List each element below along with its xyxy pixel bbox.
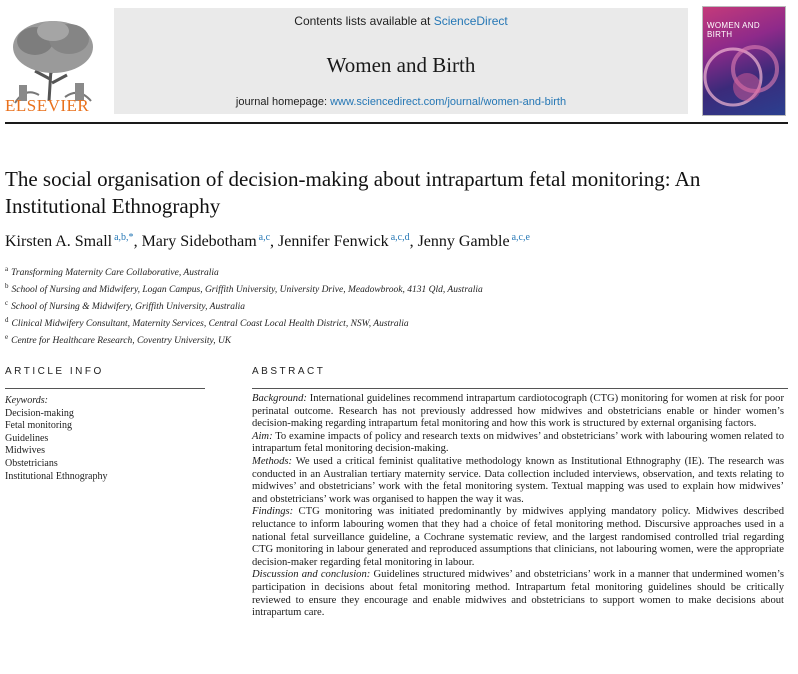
keyword[interactable]: Obstetricians — [5, 457, 58, 469]
affiliation-list — [5, 263, 795, 348]
affiliation: $^e$ Centre for Healthcare Research, Coventry University, UK — [5, 333, 232, 346]
author[interactable]: Kirsten A. Small $^{a,b,*}$, — [5, 232, 142, 250]
abstract-rule — [252, 388, 788, 389]
sciencedirect-link[interactable]: ScienceDirect — [433, 14, 508, 28]
journal-name: Women and Birth — [326, 53, 476, 77]
author[interactable]: Jenny Gamble $^{a,c,e}$ — [417, 232, 530, 250]
keywords-label: Keywords: — [5, 395, 48, 406]
author[interactable]: Mary Sidebotham $^{a,c}$, — [141, 232, 279, 250]
cover-title: WOMEN AND BIRTH — [707, 21, 760, 39]
keyword[interactable]: Fetal monitoring — [5, 420, 72, 432]
author-list — [5, 232, 795, 251]
article-title: The social organisation of decision-making about intrapartum fetal monitoring: An Institutional Ethnography — [5, 167, 701, 218]
author[interactable]: Jennifer Fenwick $^{a,c,d}$, — [278, 232, 418, 250]
journal-homepage: journal homepage: www.sciencedirect.com/journal/women-and-birth — [235, 96, 567, 108]
article-info-heading: ARTICLE INFO — [5, 366, 104, 377]
elsevier-wordmark: ELSEVIER — [5, 96, 90, 115]
contents-availability: Contents lists available at ScienceDirect — [294, 14, 508, 28]
keyword[interactable]: Guidelines — [5, 432, 49, 444]
keywords-block — [5, 395, 205, 483]
header-rule — [5, 122, 788, 124]
keyword[interactable]: Institutional Ethnography — [5, 470, 108, 482]
article-info-rule — [5, 388, 205, 389]
journal-cover-thumbnail[interactable] — [702, 6, 786, 116]
abstract-background: Background: International guidelines recommend intrapartum cardiotocograph (CTG) monitoring for women at risk for poor perinatal outcome. Research has not previously addressed how midwives and obstetricians enable or hinder women’s decision-making regarding intrapartum fetal monitoring and how this work is structured by external organising factors. — [252, 393, 784, 430]
abstract-aim: Aim: To examine impacts of policy and research texts on midwives’ and obstetricians’ work with labouring women related to intrapartum fetal monitoring decision-making. — [252, 430, 784, 455]
journal-header — [0, 0, 798, 124]
affiliation: $^a$ Transforming Maternity Care Collaborative, Australia — [5, 265, 219, 278]
keyword[interactable]: Decision-making — [5, 407, 74, 419]
abstract-methods: Methods: We used a critical feminist qualitative methodology known as Institutional Ethnography (IE). The research was conducted in an Australian tertiary maternity service. Data collection included interviews, observation, and texts relating to midwives’ and obstetricians’ work with the fetal monitoring system. Textual mapping was used to explain how midwives’ and obstetricians’ work was organised to happen the way it was. — [252, 455, 784, 505]
keyword[interactable]: Midwives — [5, 445, 45, 457]
affiliation: $^c$ School of Nursing & Midwifery, Griffith University, Australia — [5, 299, 246, 312]
abstract-findings: Findings: CTG monitoring was initiated predominantly by midwives applying mandatory policy. Midwives described reluctance to inform labouring women that they had a choice of fetal monitoring method. Discursive approaches used in a national fetal surveillance guideline, a Cochrane systematic review, and the largest randomised controlled trial regarding CTG monitoring in labour generated and reproduced assumptions that clinicians, not labouring women, were the appropriate decision-maker regarding fetal monitoring in labour. — [252, 506, 784, 568]
affiliation: $^b$ School of Nursing and Midwifery, Logan Campus, Griffith University, University Drive, Meadowbrook, 4131 Qld, Australia — [5, 282, 483, 295]
affiliation: $^d$ Clinical Midwifery Consultant, Maternity Services, Central Coast Local Health District, NSW, Australia — [5, 316, 409, 329]
abstract-body — [252, 393, 784, 620]
journal-banner — [114, 8, 688, 114]
abstract-heading: ABSTRACT — [252, 366, 326, 377]
journal-homepage-link[interactable]: www.sciencedirect.com/journal/women-and-birth — [330, 96, 567, 108]
abstract-conclusion: Discussion and conclusion: Guidelines structured midwives’ and obstetricians’ work in a manner that undermined women’s participation in decisions about fetal monitoring method. Intrapartum fetal monitoring guidelines should be critically reviewed to ensure they encourage and enable midwives and obstetricians to support women to make decisions about intrapartum care. — [252, 569, 784, 619]
